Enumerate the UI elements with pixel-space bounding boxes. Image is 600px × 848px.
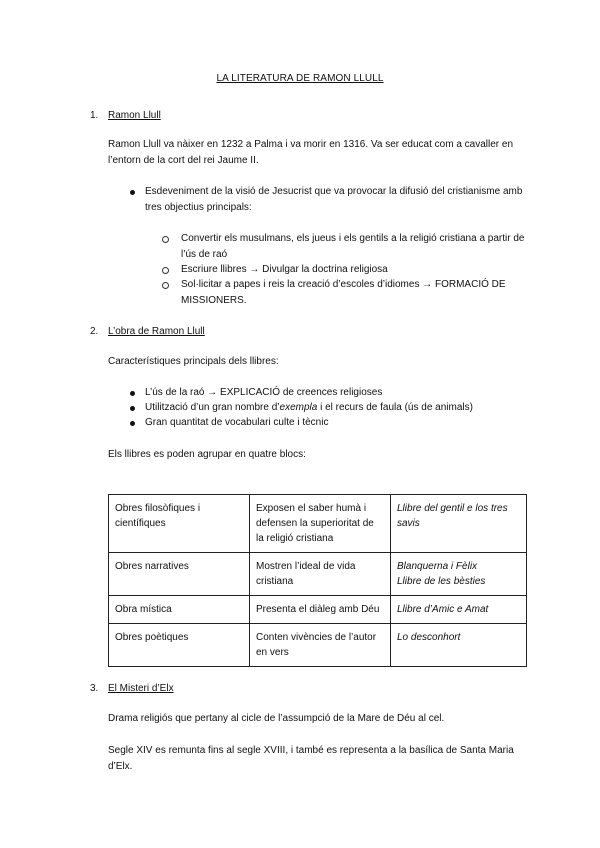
cell-line: Exposen el saber humà i	[256, 503, 367, 514]
cell-line: Presenta el diàleg amb Déu	[256, 604, 380, 615]
table-cell-works	[391, 553, 527, 596]
cell-line: Obra mística	[115, 604, 172, 615]
cell-line: Obres poètiques	[115, 632, 189, 643]
subbullet-3-line-2: MISSIONERS.	[181, 295, 247, 306]
table-cell-works	[391, 596, 527, 624]
cell-line: Lo desconhort	[397, 632, 461, 643]
table-cell-description	[250, 553, 391, 596]
table-cell-works	[391, 495, 527, 553]
blocks-intro: Els llibres es poden agrupar en quatre blocs:	[108, 449, 306, 460]
cell-line: defensen la superioritat de	[256, 518, 374, 529]
cell-line: Llibre d’Amic e Amat	[397, 604, 489, 615]
table-row	[109, 596, 527, 624]
subbullet-3-line-1: Sol·licitar a papes i reis la creació d’escoles d’idiomes → FORMACIÓ DE	[181, 279, 506, 290]
section-1-number: 1.	[90, 110, 99, 121]
section-3-paragraph-2-line-2: d’Elx.	[108, 761, 133, 772]
table-cell-description	[250, 624, 391, 667]
cell-line: Conten vivències de l’autor	[256, 632, 377, 643]
section-2-bullet-1: L’ús de la raó → EXPLICACIÓ de creences religioses	[145, 387, 383, 398]
bullet-dot-icon	[130, 421, 135, 426]
hollow-bullet-icon	[162, 236, 169, 243]
cell-line: Mostren l’ideal de vida	[256, 561, 356, 572]
bullet-dot-icon	[130, 406, 135, 411]
table-cell-category	[109, 624, 250, 667]
subbullet-1-line-1: Convertir els musulmans, els jueus i els gentils a la religió cristiana a partir de	[181, 233, 525, 244]
section-1-bullet-line-1: Esdeveniment de la visió de Jesucrist que va provocar la difusió del cristianisme amb	[145, 186, 523, 197]
section-2-bullet-3: Gran quantitat de vocabulari culte i tècnic	[145, 417, 329, 428]
section-3-number: 3.	[90, 683, 99, 694]
section-1-paragraph-line-2: l’entorn de la cort del rei Jaume II.	[108, 155, 259, 166]
table-cell-description	[250, 495, 391, 553]
section-1-bullet	[145, 184, 522, 216]
bullet-2-text-italic: exempla	[279, 402, 318, 413]
section-2-heading: L’obra de Ramon Llull	[108, 326, 205, 337]
cell-line: la religió cristiana	[256, 533, 334, 544]
cell-line: savis	[397, 518, 420, 529]
hollow-bullet-icon	[162, 282, 169, 289]
section-3-paragraph-2-line-1: Segle XIV es remunta fins al segle XVIII, i també es representa a la basílica de Santa Maria	[108, 745, 514, 756]
table-cell-category	[109, 596, 250, 624]
table-row	[109, 624, 527, 667]
cell-line: Obres filosòfiques i	[115, 503, 201, 514]
section-3-paragraph-1: Drama religiós que pertany al cicle de l’assumpció de la Mare de Déu al cel.	[108, 713, 445, 724]
cell-line: Llibre de les bèsties	[397, 576, 486, 587]
cell-line: Blanquerna i Fèlix	[397, 561, 478, 572]
section-1-subbullet-1	[181, 231, 524, 263]
section-1-paragraph	[108, 137, 513, 169]
subbullet-1-line-2: l’ús de raó	[181, 249, 228, 260]
bullet-2-text-post: i el recurs de faula (ús de animals)	[317, 402, 473, 413]
hollow-bullet-icon	[162, 267, 169, 274]
section-1-subbullet-2: Escriure llibres → Divulgar la doctrina religiosa	[181, 264, 388, 275]
page-title: LA LITERATURA DE RAMON LLULL	[216, 73, 384, 84]
section-2-bullet-2	[145, 400, 473, 416]
cell-line: cristiana	[256, 576, 294, 587]
table-cell-category	[109, 553, 250, 596]
section-1-heading: Ramon Llull	[108, 110, 161, 121]
table-row	[109, 553, 527, 596]
cell-line: Obres narratives	[115, 561, 189, 572]
section-1-subbullet-3	[181, 277, 506, 309]
bullet-dot-icon	[130, 391, 135, 396]
section-1-paragraph-line-1: Ramon Llull va nàixer en 1232 a Palma i va morir en 1316. Va ser educat com a cavaller en	[108, 139, 514, 150]
section-2-intro: Característiques principals dels llibres:	[108, 356, 279, 367]
table-cell-description	[250, 596, 391, 624]
book-blocks-table	[108, 494, 527, 667]
section-1-bullet-line-2: tres objectius principals:	[145, 202, 252, 213]
section-2-number: 2.	[90, 326, 99, 337]
cell-line: Llibre del gentil e los tres	[397, 503, 508, 514]
cell-line: en vers	[256, 647, 289, 658]
bullet-2-text-pre: Utilització d’un gran nombre d’	[145, 402, 280, 413]
section-3-heading: El Misteri d’Elx	[108, 683, 174, 694]
table-cell-category	[109, 495, 250, 553]
section-3-paragraph-2	[108, 743, 514, 775]
table-cell-works	[391, 624, 527, 667]
bullet-dot-icon	[130, 190, 135, 195]
cell-line: científiques	[115, 518, 166, 529]
table-row	[109, 495, 527, 553]
